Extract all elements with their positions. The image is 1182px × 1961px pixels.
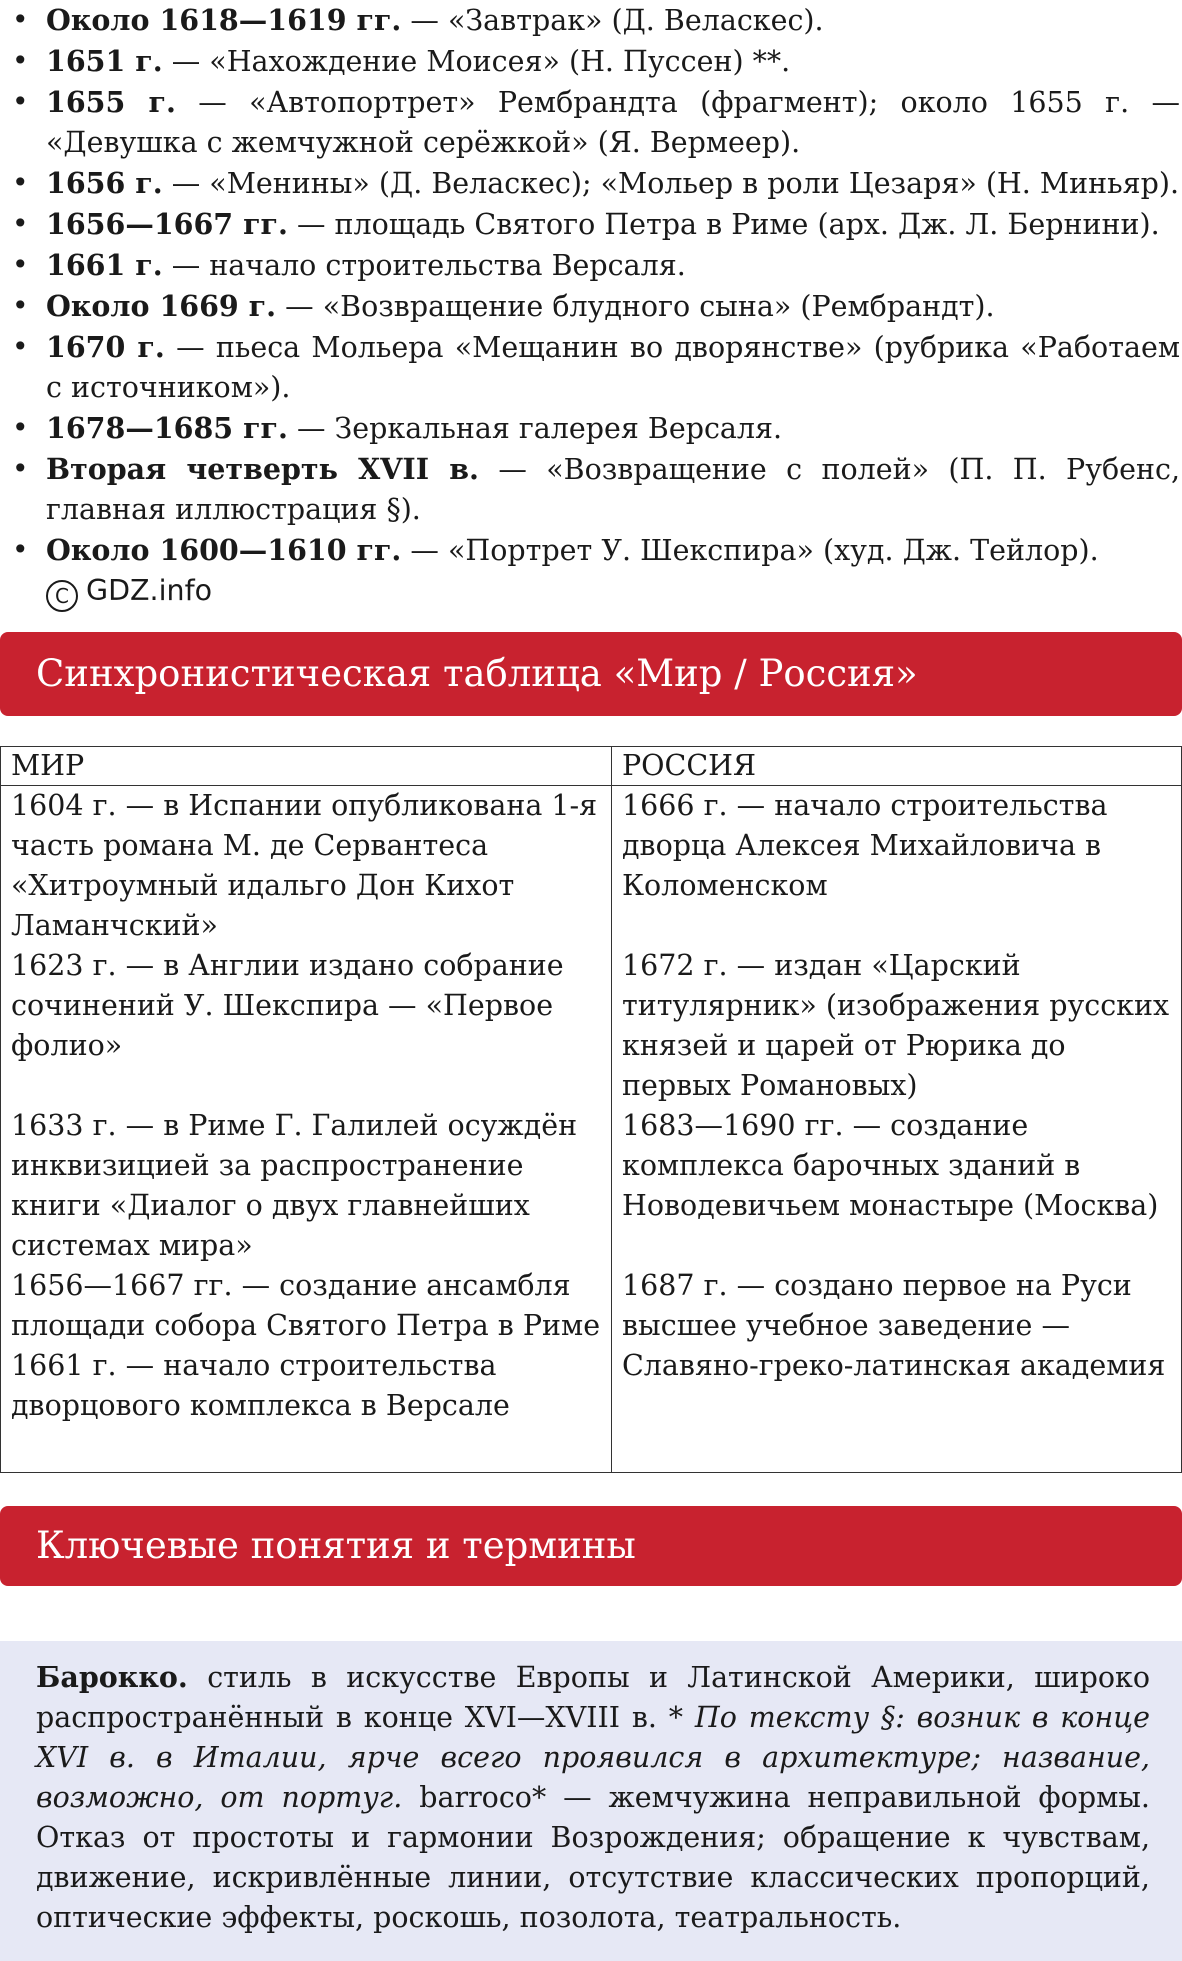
world-entry: 1656—1667 гг. — создание ансамбля площади собора Святого Петра в Риме — [11, 1269, 601, 1342]
russia-entry: 1683—1690 гг. — создание комплекса барочных зданий в Новодевичьем монастыре (Москва) — [622, 1109, 1159, 1222]
item-date: Около 1618—1619 гг. — [46, 3, 402, 37]
bullet-icon: • — [12, 411, 29, 444]
item-text: — «Портрет У. Шекспира» (худ. Дж. Тейлор). — [401, 534, 1099, 567]
item-text: — «Возвращение блудного сына» (Рембрандт). — [276, 290, 995, 323]
column-header-world: МИР — [1, 747, 612, 786]
item-text: — «Завтрак» (Д. Веласкес). — [401, 4, 824, 37]
list-item — [12, 408, 1180, 449]
list-item — [12, 530, 1180, 612]
russia-entry: 1666 г. — начало строительства дворца Алексея Михайловича в Коломенском — [622, 789, 1108, 902]
item-date: 1656—1667 гг. — [46, 207, 288, 241]
item-date: 1670 г. — [46, 330, 165, 364]
copyright-icon: C — [46, 580, 78, 612]
bullet-icon: • — [12, 3, 29, 36]
item-text: — «Менины» (Д. Веласкес); «Мольер в роли Цезаря» (Н. Миньяр). — [162, 167, 1179, 200]
world-cell — [1, 786, 612, 1473]
bullet-icon: • — [12, 248, 29, 281]
bullet-icon: • — [12, 207, 29, 240]
term-definition-cont: barroco* — жемчужина неправильной формы. Отказ от простоты и гармонии Возрождения; обращение к чувствам, движение, искривлённые линии, отсутствие классических пропорций, оптические эффекты, роскошь, позолота, театральность. — [36, 1781, 1150, 1934]
item-text: — пьеса Мольера «Мещанин во дворянстве» (рубрика «Работаем с источником»). — [46, 331, 1180, 404]
list-item — [12, 327, 1180, 408]
item-text: — площадь Святого Петра в Риме (арх. Дж. Л. Бернини). — [287, 208, 1160, 241]
term-name: Барокко. — [36, 1660, 188, 1694]
item-text: — «Возвращение с полей» (П. П. Рубенс, главная иллюстрация §). — [46, 453, 1181, 526]
term-definition: стиль в искусстве Европы и Латинской Америки, широко распространённый в конце XVI—XVIII в. * — [36, 1661, 1150, 1734]
sync-table — [0, 746, 1182, 1473]
section-title: Синхронистическая таблица «Мир / Россия» — [36, 652, 918, 695]
bullet-icon: • — [12, 166, 29, 199]
spacer — [622, 906, 1171, 946]
bullet-icon: • — [12, 289, 29, 322]
item-text: — «Автопортрет» Рембрандта (фрагмент); около 1655 г. — «Девушка с жемчужной серёжкой» (Я. Вермеер). — [46, 86, 1180, 159]
russia-entry: 1687 г. — создано первое на Руси высшее учебное заведение — Славяно-греко-латинская академия — [622, 1269, 1166, 1382]
russia-cell — [612, 786, 1182, 1473]
list-item — [12, 204, 1180, 245]
table-row — [1, 786, 1182, 1473]
world-entry: 1604 г. — в Испании опубликована 1-я часть романа М. де Сервантеса «Хитроумный идальго Дон Кихот Ламанчский» — [11, 789, 598, 942]
item-date: 1651 г. — [46, 44, 163, 78]
bullet-icon: • — [12, 85, 29, 118]
item-date: 1661 г. — [46, 248, 163, 282]
item-text: — начало строительства Версаля. — [162, 249, 686, 282]
item-date: Около 1600—1610 гг. — [46, 533, 402, 567]
list-item — [12, 82, 1180, 163]
item-date: Вторая четверть XVII в. — [46, 452, 479, 486]
column-header-russia: РОССИЯ — [612, 747, 1182, 786]
term-note: По тексту §: возник в конце XVI в. в Италии, ярче всего проявился в архитектуре; название, возможно, от португ. — [36, 1701, 1150, 1814]
item-text: — Зеркальная галерея Версаля. — [287, 412, 783, 445]
item-text: — «Нахождение Моисея» (Н. Пуссен) **. — [162, 45, 791, 78]
spacer — [622, 1226, 1171, 1266]
item-date: Около 1669 г. — [46, 289, 277, 323]
terms-box — [0, 1641, 1182, 1961]
item-date: 1678—1685 гг. — [46, 411, 288, 445]
item-date: 1655 г. — [46, 85, 176, 119]
list-item — [12, 163, 1180, 204]
bullet-icon: • — [12, 533, 29, 566]
world-entry: 1661 г. — начало строительства дворцового комплекса в Версале — [11, 1349, 510, 1422]
chronology-list — [12, 0, 1180, 612]
section-title: Ключевые понятия и термины — [36, 1524, 636, 1567]
bullet-icon: • — [12, 44, 29, 77]
list-item — [12, 245, 1180, 286]
sync-table-header — [0, 632, 1182, 716]
spacer — [11, 1066, 601, 1106]
table-header-row — [1, 747, 1182, 786]
world-entry: 1623 г. — в Англии издано собрание сочинений У. Шекспира — «Первое фолио» — [11, 949, 564, 1062]
list-item — [12, 41, 1180, 82]
world-entry: 1633 г. — в Риме Г. Галилей осуждён инквизицией за распространение книги «Диалог о двух главнейших системах мира» — [11, 1109, 578, 1262]
terms-header — [0, 1506, 1182, 1586]
copyright-text: GDZ.info — [86, 574, 213, 607]
list-item — [12, 286, 1180, 327]
list-item — [12, 0, 1180, 41]
russia-entry: 1672 г. — издан «Царский титулярник» (изображения русских князей и царей от Рюрика до первых Романовых) — [622, 949, 1170, 1102]
item-date: 1656 г. — [46, 166, 163, 200]
bullet-icon: • — [12, 330, 29, 363]
list-item — [12, 449, 1180, 530]
bullet-icon: • — [12, 452, 29, 485]
